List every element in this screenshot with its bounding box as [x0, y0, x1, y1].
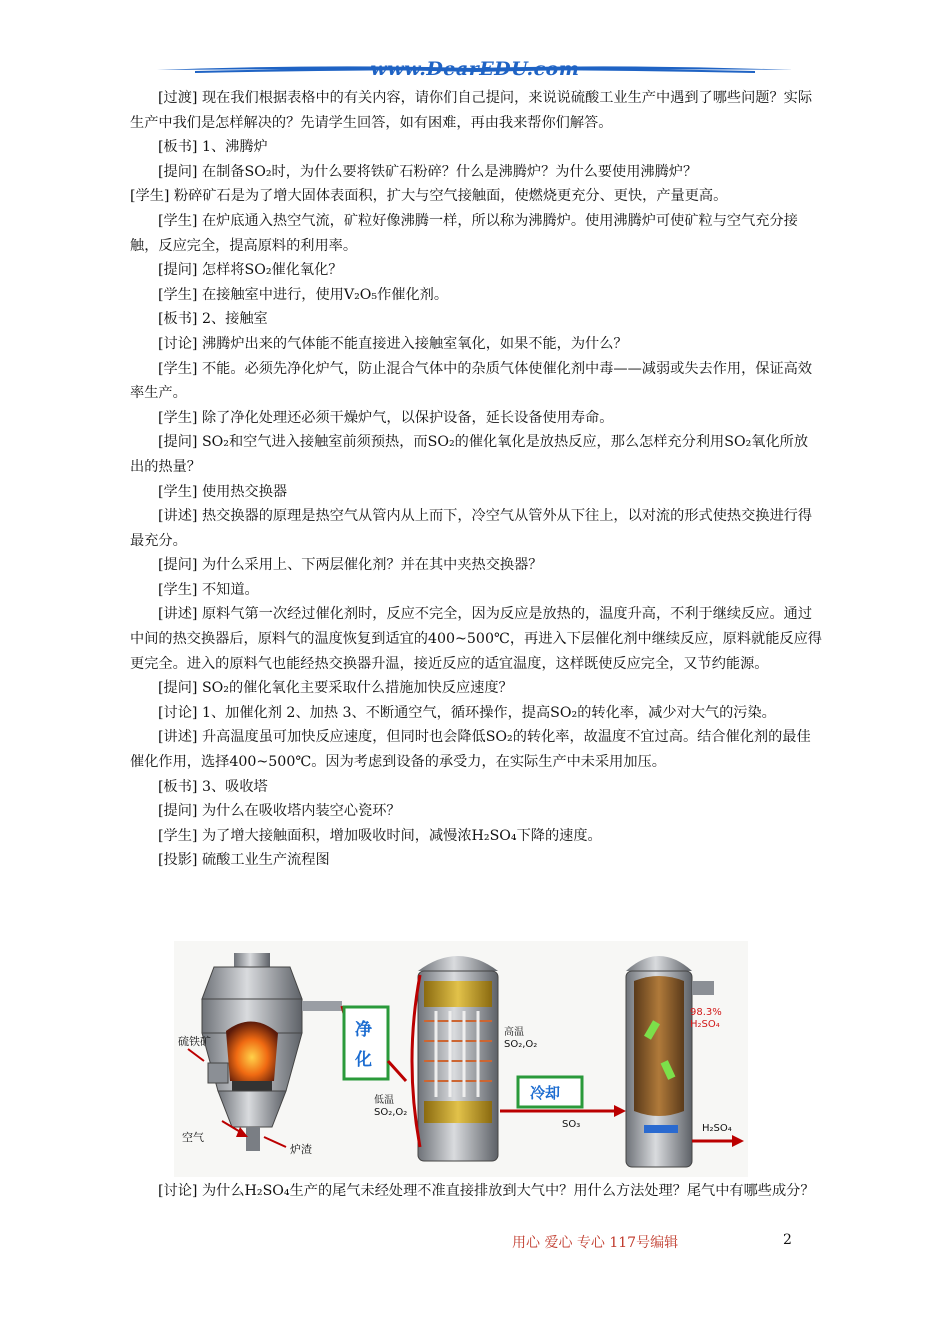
- paragraph: [提问] 为什么采用上、下两层催化剂？并在其中夹热交换器？: [158, 557, 543, 574]
- paragraph: [学生] 粉碎矿石是为了增大固体表面积，扩大与空气接触面，使燃烧更充分、更快，产量更高。: [130, 188, 728, 205]
- paragraph: [学生] 除了净化处理还必须干燥炉气，以保护设备，延长设备使用寿命。: [158, 409, 614, 426]
- paragraph: [板书] 1、沸腾炉: [158, 139, 268, 156]
- absorption-tower: [626, 956, 744, 1167]
- paragraph: [讲述] 升高温度虽可加快反应速度，但同时也会降低SO₂的转化率，故温度不宜过高。结合催化剂的最佳催化作用，选择400~500℃。因为考虑到设备的承受力，在实际生产中未采用加压。: [130, 729, 811, 771]
- paragraph: [提问] 在制备SO₂时，为什么要将铁矿石粉碎？什么是沸腾炉？为什么要使用沸腾炉？: [158, 163, 698, 180]
- page-number: 2: [783, 1232, 792, 1248]
- label-h2so4-top: H₂SO₄: [690, 1019, 720, 1030]
- sulfuric-acid-flow-diagram: [174, 941, 748, 1177]
- paragraph: [讲述] 热交换器的原理是热空气从管内从上而下，冷空气从管外从下往上，以对流的形式使热交换进行得最充分。: [130, 508, 813, 549]
- document-body-after-figure: [130, 1179, 822, 1204]
- boiling-furnace: [188, 953, 342, 1151]
- label-low-temp: 低温: [374, 1095, 394, 1106]
- paragraph: [过渡] 现在我们根据表格中的有关内容，请你们自己提问，来说说硫酸工业生产中遇到了哪些问题？实际生产中我们是怎样解决的？先请学生回答，如有困难，再由我来帮你们解答。: [130, 90, 813, 131]
- label-slag: 炉渣: [290, 1143, 312, 1156]
- paragraph: [学生] 不能。必须先净化炉气，防止混合气体中的杂质气体使催化剂中毒——减弱或失去作用，保证高效率生产。: [130, 360, 813, 402]
- label-low-temp-gas: SO₂,O₂: [374, 1107, 408, 1118]
- paragraph: [讨论] 为什么H₂SO₄生产的尾气未经处理不准直接排放到大气中？用什么方法处理？尾气中有哪些成分？: [158, 1183, 815, 1199]
- paragraph: [投影] 硫酸工业生产流程图: [158, 852, 330, 869]
- paragraph: [讨论] 沸腾炉出来的气体能不能直接进入接触室氧化，如果不能，为什么？: [158, 335, 628, 352]
- contact-chamber: [412, 956, 498, 1161]
- purify-char-2: 化: [355, 1050, 372, 1070]
- document-body: [130, 86, 822, 873]
- paragraph: [学生] 在炉底通入热空气流，矿粒好像沸腾一样，所以称为沸腾炉。使用沸腾炉可使矿粒与空气充分接触，反应完全，提高原料的利用率。: [130, 212, 798, 254]
- label-pyrite: 硫铁矿: [178, 1035, 211, 1048]
- label-so3: SO₃: [562, 1119, 581, 1130]
- paragraph: [讲述] 原料气第一次经过催化剂时，反应不完全，因为反应是放热的，温度升高，不利于继续反应。通过中间的热交换器后，原料气的温度恢复到适宜的400~500℃，再进入下层催化剂中继续反应，原料就能反应得更完全。进入的原料气也能经热交换器升温，接近反应的适宜温度，这样既使反应完全，又节约能源。: [130, 606, 822, 672]
- page-header: [155, 58, 795, 88]
- paragraph: [板书] 2、接触室: [158, 311, 268, 328]
- cooling-label: 冷却: [530, 1084, 561, 1102]
- footer-credit: 用心 爱心 专心 117号编辑: [512, 1235, 679, 1251]
- label-high-temp: 高温: [504, 1027, 524, 1038]
- paragraph: [学生] 为了增大接触面积，增加吸收时间，减慢浓H₂SO₄下降的速度。: [158, 827, 602, 844]
- flow-diagram-svg: [174, 941, 748, 1177]
- paragraph: [学生] 使用热交换器: [158, 483, 288, 500]
- paragraph: [讨论] 1、加催化剂 2、加热 3、不断通空气，循环操作，提高SO₂的转化率，减少对大气的污染。: [158, 704, 776, 721]
- paragraph: [学生] 不知道。: [158, 581, 259, 598]
- paragraph: [提问] SO₂和空气进入接触室前须预热，而SO₂的催化氧化是放热反应，那么怎样充分利用SO₂氧化所放出的热量？: [130, 434, 809, 475]
- paragraph: [板书] 3、吸收塔: [158, 778, 268, 795]
- label-high-temp-gas: SO₂,O₂: [504, 1039, 538, 1050]
- paragraph: [提问] 为什么在吸收塔内装空心瓷环？: [158, 803, 401, 820]
- label-h2so4-out: H₂SO₄: [702, 1123, 732, 1134]
- label-air: 空气: [182, 1131, 204, 1144]
- label-conc: 98.3%: [690, 1007, 722, 1018]
- paragraph: [学生] 在接触室中进行，使用V₂O₅作催化剂。: [158, 286, 449, 303]
- paragraph: [提问] SO₂的催化氧化主要采取什么措施加快反应速度？: [158, 680, 513, 697]
- site-logo[interactable]: www.DearEDU.com: [370, 58, 580, 80]
- paragraph: [提问] 怎样将SO₂催化氧化？: [158, 262, 343, 279]
- purify-char-1: 净: [355, 1020, 372, 1040]
